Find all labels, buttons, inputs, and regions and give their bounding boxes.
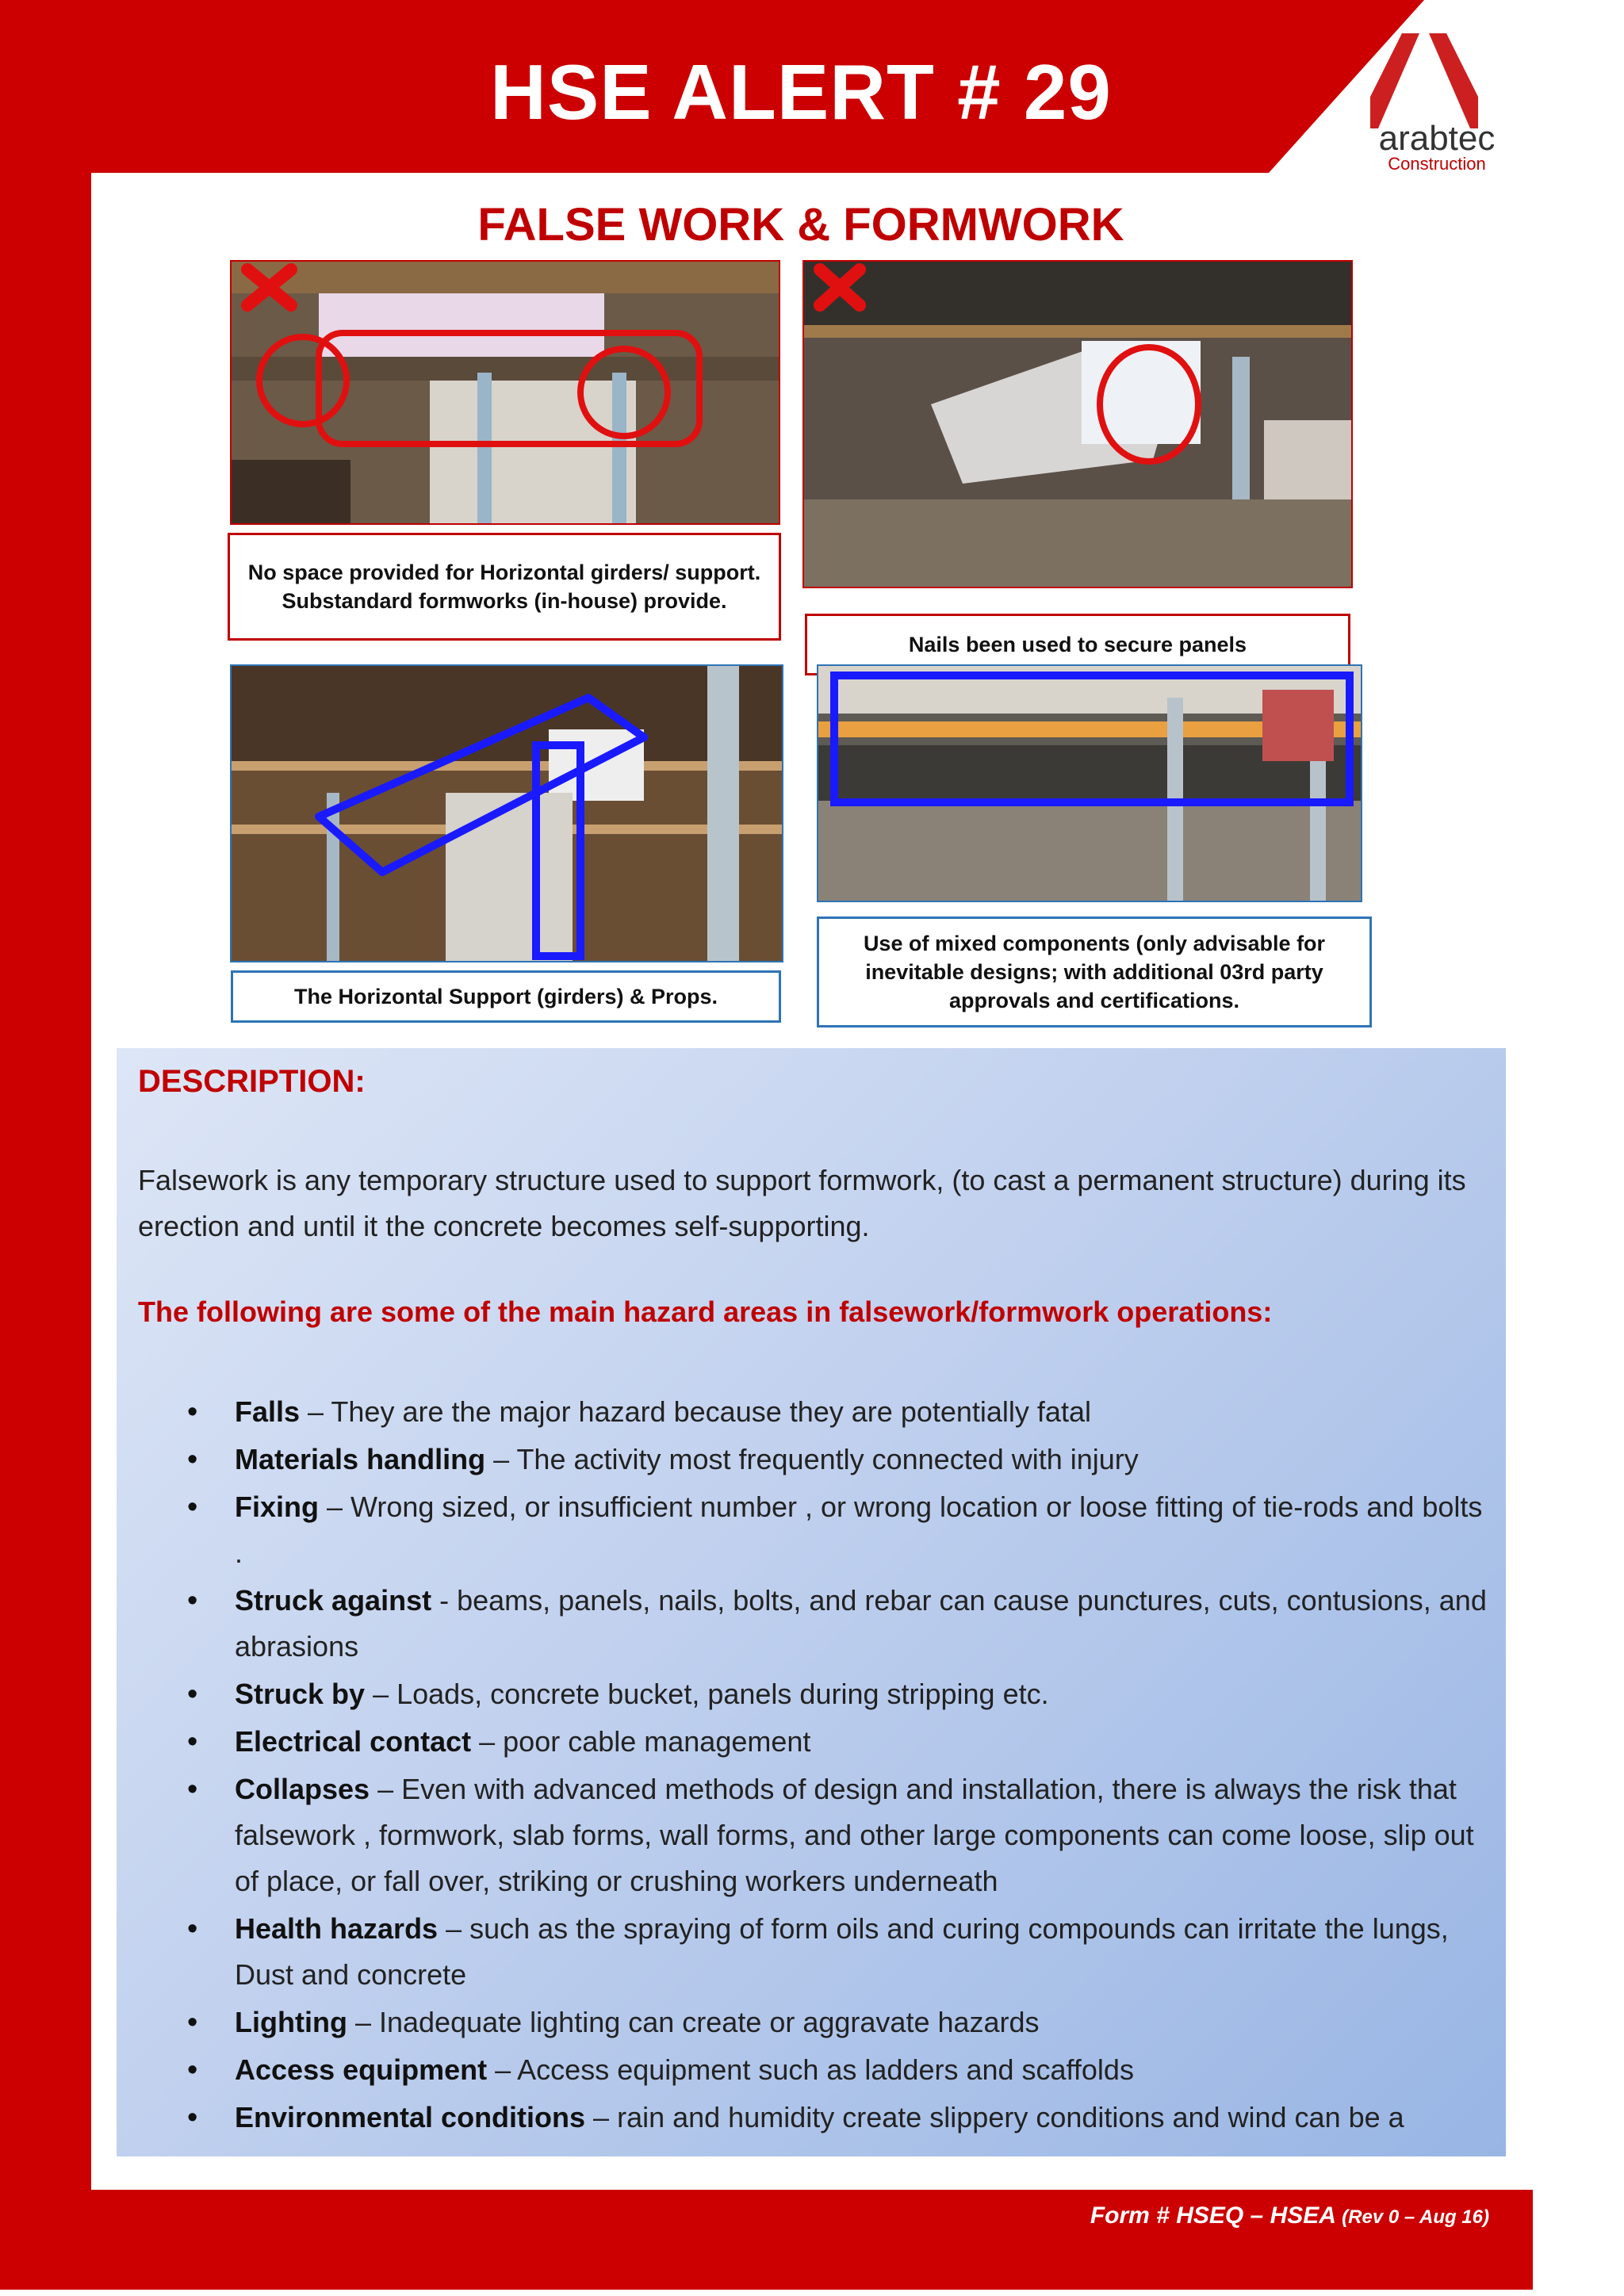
hazard-term: Health hazards — [235, 1912, 439, 1945]
hazard-separator: – — [365, 1678, 397, 1710]
caption-nails-panels: Nails been used to secure panels — [805, 614, 1350, 675]
hazard-text: Access equipment such as ladders and scaffolds — [517, 2053, 1134, 2086]
form-revision: (Rev 0 – Aug 16) — [1342, 2206, 1489, 2228]
hazard-text: Inadequate lighting can create or aggravate hazards — [378, 2006, 1040, 2038]
hazard-separator: – — [319, 1490, 351, 1523]
form-footer — [1090, 2202, 1489, 2229]
hazard-term: Environmental conditions — [235, 2101, 586, 2133]
list-item — [187, 1766, 1496, 1904]
hazard-separator: – — [585, 2101, 618, 2133]
photo-no-space-girders — [230, 260, 780, 525]
hazard-term: Access equipment — [235, 2053, 488, 2086]
list-item — [187, 2095, 1496, 2141]
caption-horizontal-support: The Horizontal Support (girders) & Props. — [231, 970, 781, 1023]
hazard-term: Electrical contact — [235, 1725, 472, 1758]
hazard-separator: – — [438, 1912, 470, 1945]
hazard-term: Materials handling — [235, 1443, 486, 1475]
caption-no-space-girders: No space provided for Horizontal girders/ support. Substandard formworks (in-house) provide. — [228, 533, 781, 641]
hazard-separator: – — [485, 1443, 517, 1475]
hazard-text: poor cable management — [503, 1725, 811, 1758]
hazard-separator: – — [471, 1725, 504, 1758]
bottom-margin — [0, 2290, 1624, 2296]
photo-horizontal-support — [230, 664, 783, 962]
hazard-term: Struck against — [235, 1584, 432, 1617]
photo-mixed-components — [817, 664, 1362, 902]
description-text: Falsework is any temporary structure used to support formwork, (to cast a permanent structure) during its erection and until it the concrete becomes self-supporting. — [138, 1164, 1466, 1242]
hazard-text: rain and humidity create slippery conditions and wind can be a — [617, 2101, 1404, 2133]
list-item — [187, 1719, 1496, 1765]
alert-title: HSE ALERT # 29 — [490, 48, 1112, 136]
hazard-separator: - — [431, 1584, 458, 1617]
form-number: Form # HSEQ – HSEA — [1090, 2202, 1335, 2229]
hazard-term: Collapses — [235, 1773, 370, 1805]
hazard-text: Wrong sized, or insufficient number , or wrong location or loose fitting of tie-rods and bolts . — [235, 1490, 1483, 1569]
hazard-term: Lighting — [235, 2006, 347, 2038]
page-subtitle: FALSE WORK & FORMWORK — [477, 199, 1124, 251]
hazard-text: beams, panels, nails, bolts, and rebar can cause punctures, cuts, contusions, and abrasions — [235, 1584, 1487, 1663]
hazard-text: The activity most frequently connected with injury — [516, 1443, 1139, 1475]
hazard-heading: The following are some of the main hazard areas in falsework/formwork operations: — [138, 1295, 1273, 1328]
list-item — [187, 1906, 1496, 1998]
list-item — [187, 1671, 1496, 1717]
hazard-text: Even with advanced methods of design and installation, there is always the risk that falsework , formwork, slab forms, wall forms, and other large components can come loose, slip out of place, or fall over, striking or crushing workers underneath — [235, 1773, 1474, 1897]
hazard-text: Loads, concrete bucket, panels during stripping etc. — [396, 1678, 1049, 1710]
hazard-term: Falls — [235, 1395, 301, 1428]
hazard-separator: – — [347, 2006, 379, 2038]
hazard-text: such as the spraying of form oils and curing compounds can irritate the lungs, Dust and concrete — [235, 1912, 1449, 1991]
hazard-separator: – — [487, 2053, 518, 2086]
description-title: DESCRIPTION: — [138, 1064, 366, 1099]
hazard-separator: – — [370, 1773, 402, 1805]
hazard-term: Fixing — [235, 1490, 319, 1523]
logo-name: arabtec — [1378, 119, 1496, 158]
hazard-separator: – — [300, 1395, 331, 1428]
list-item — [187, 1389, 1496, 1435]
hazard-text: They are the major hazard because they are potentially fatal — [331, 1395, 1091, 1428]
logo-subtitle: Construction — [1388, 154, 1486, 174]
list-item — [187, 1484, 1496, 1576]
list-item — [187, 2047, 1496, 2093]
list-item — [187, 1999, 1496, 2045]
right-margin — [1533, 0, 1624, 2296]
hazard-term: Struck by — [235, 1678, 366, 1710]
list-item — [187, 1578, 1496, 1670]
list-item — [187, 1437, 1496, 1483]
hazard-list — [187, 1389, 1496, 2142]
caption-mixed-components: Use of mixed components (only advisable for inevitable designs; with additional 03rd party approvals and certifications. — [817, 916, 1372, 1027]
arabtec-logo-icon — [1370, 33, 1478, 128]
photo-nails-panels — [802, 260, 1353, 588]
